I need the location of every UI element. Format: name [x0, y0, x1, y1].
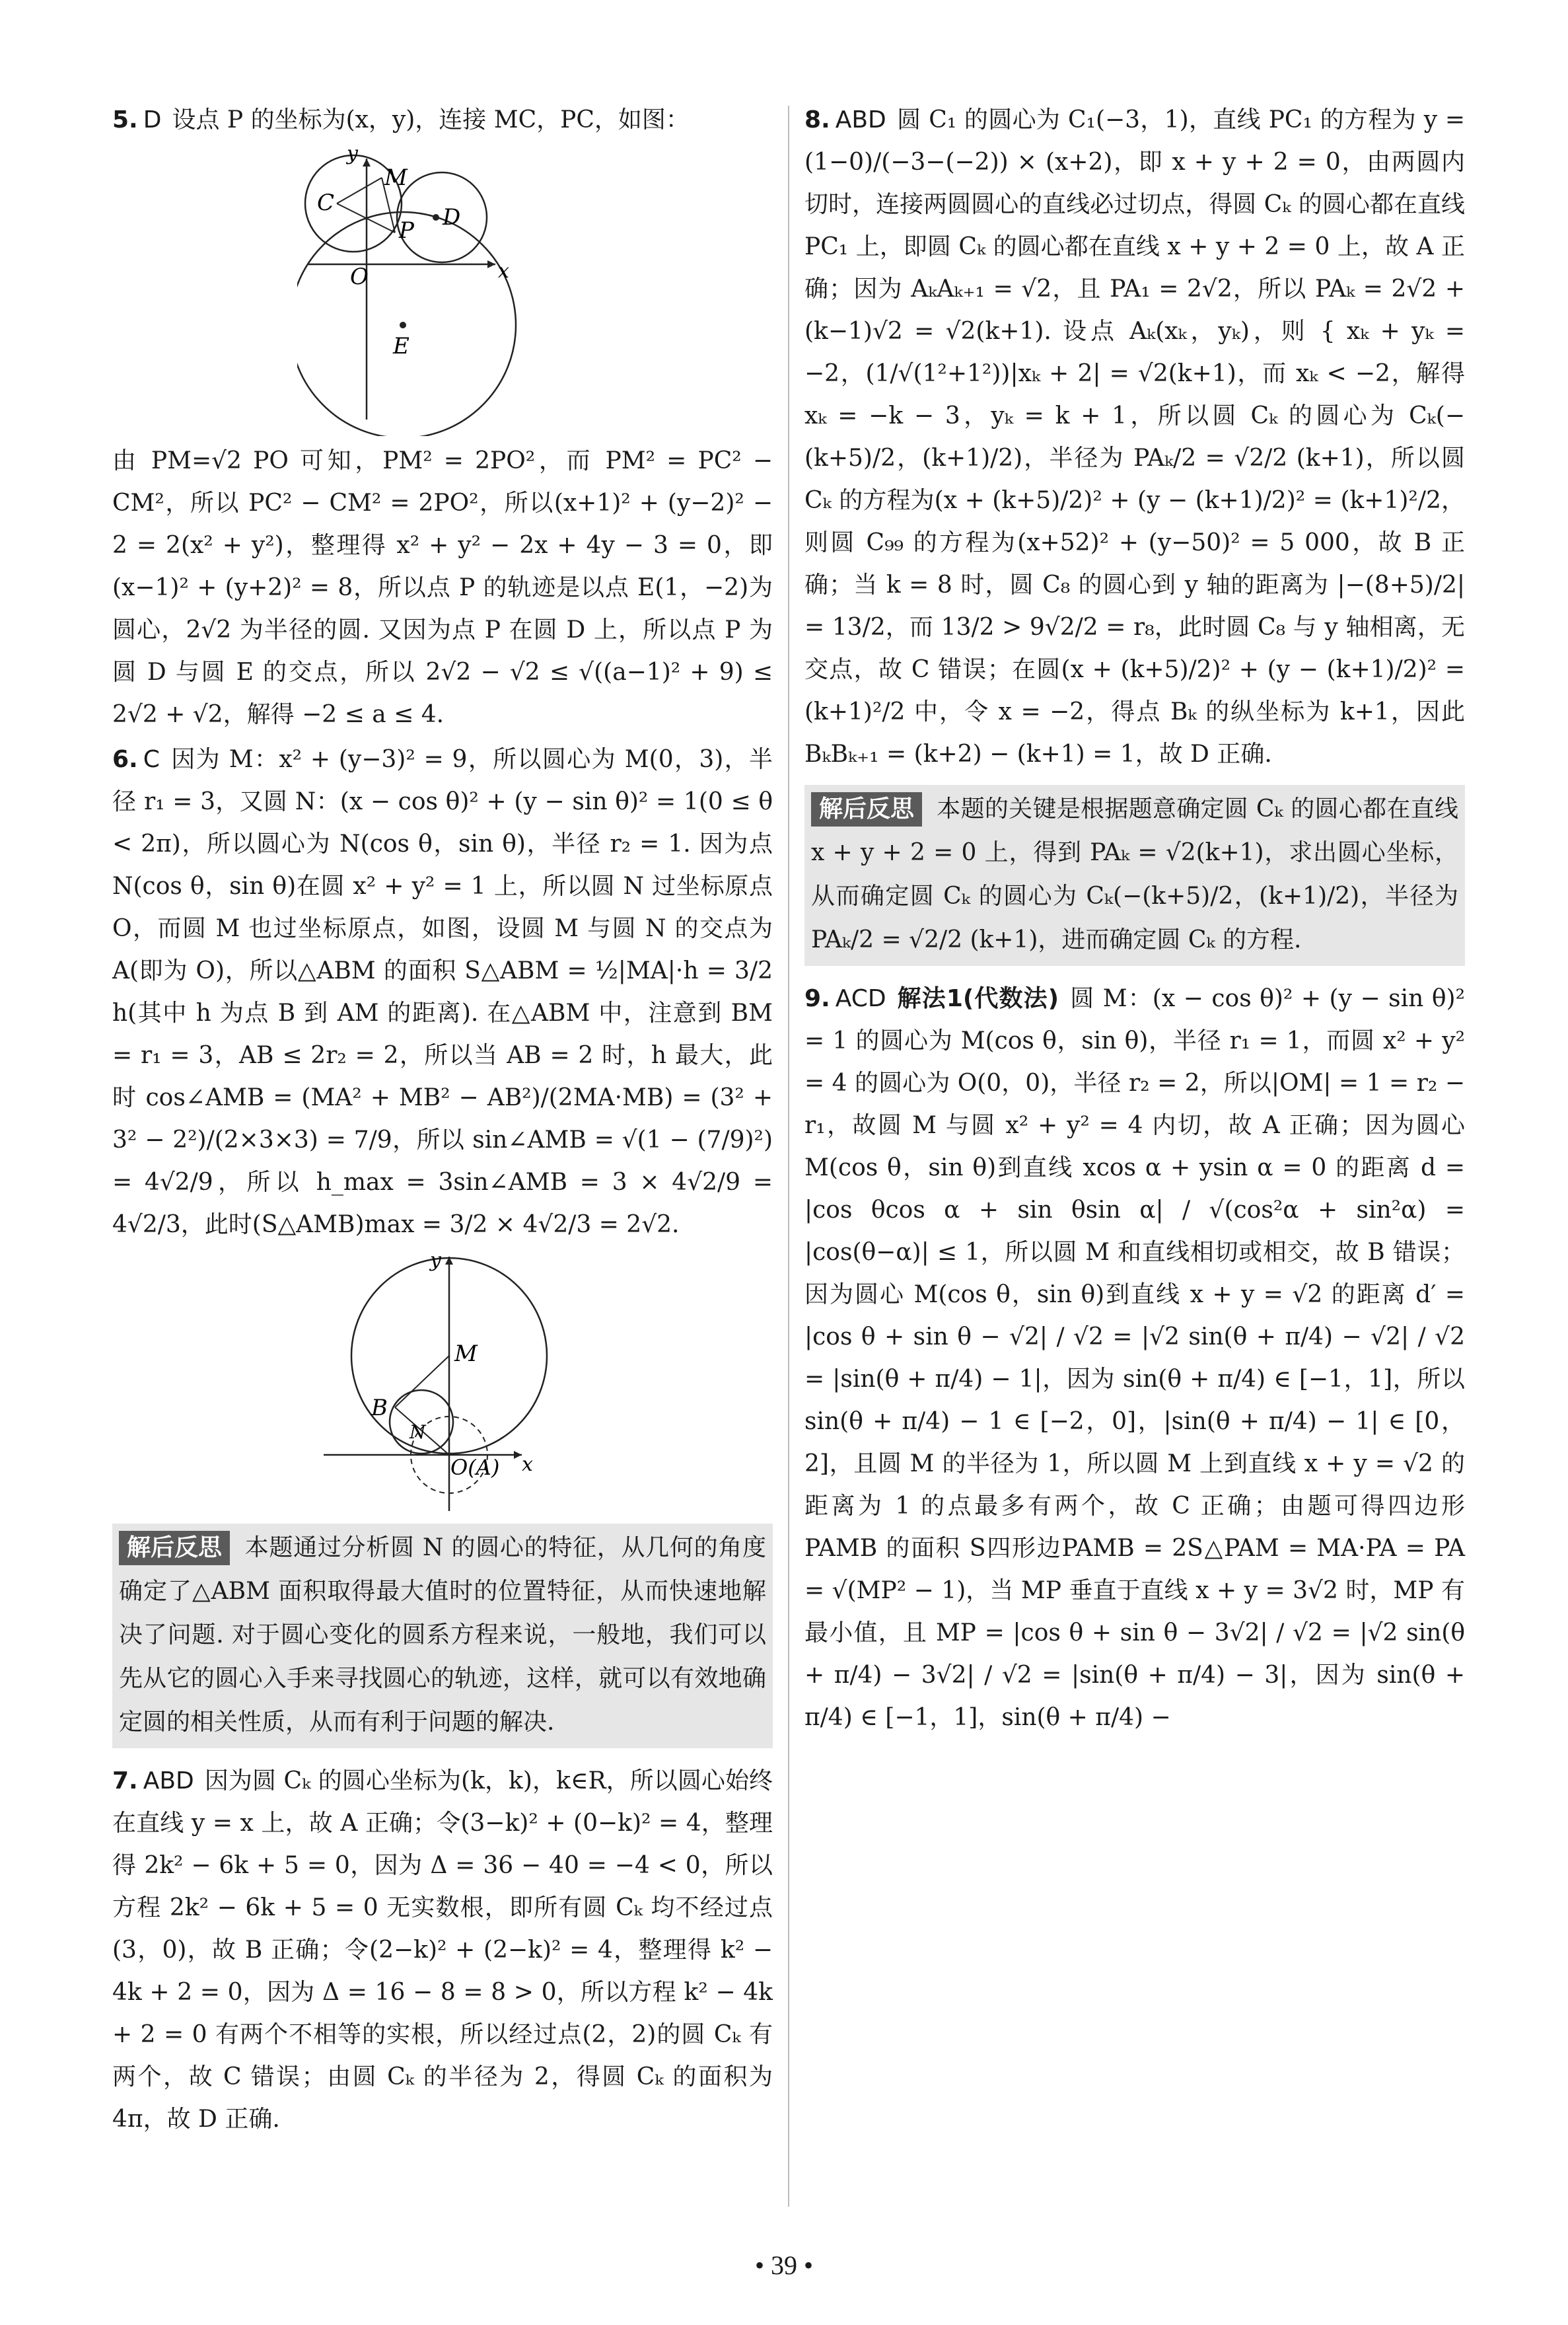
problem-number: 5. — [112, 106, 138, 133]
problem-5-body: 由 PM=√2 PO 可知，PM² = 2PO²，而 PM² = PC² − CM²，所以 PC² − CM² = 2PO²，所以(x+1)² + (y−2)² − 2 = 2(x² + y²)，整理得 x² + y² − 2x + 4y − 3 = 0，即(x−1)² + (y+2)² = 8，所以点 P 的轨迹是以点 E(1，−2)为圆心，2√2 为半径的圆. 又因为点 P 在圆 D 上，所以点 P 为圆 D 与圆 E 的交点，所以 2√2 − √2 ≤ √((a−1)² + 9) ≤ 2√2 + √2，解得 −2 ≤ a ≤ 4. — [112, 447, 773, 728]
reflection-box-p8 — [804, 785, 1465, 966]
problem-body: 因为 M：x² + (y−3)² = 9，所以圆心为 M(0，3)，半径 r₁ = 3，又圆 N：(x − cos θ)² + (y − sin θ)² = 1(0 ≤ θ < 2π)，所以圆心为 N(cos θ，sin θ)，半径 r₂ = 1. 因为点 N(cos θ，sin θ)在圆 x² + y² = 1 上，所以圆 N 过坐标原点 O，而圆 M 也过坐标原点，如图，设圆 M 与圆 N 的交点为 A(即为 O)，所以△ABM 的面积 S△ABM = ½|MA|·h = 3/2 h(其中 h 为点 B 到 AM 的距离). 在△ABM 中，注意到 BM = r₁ = 3，AB ≤ 2r₂ = 2，所以当 AB = 2 时，h 最大，此时 cos∠AMB = (MA² + MB² − AB²)/(2MA·MB) = (3² + 3² − 2²)/(2×3×3) = 7/9，所以 sin∠AMB = √(1 − (7/9)²) = 4√2/9，所以 h_max = 3sin∠AMB = 3 × 4√2/9 = 4√2/3，此时(S△AMB)max = 3/2 × 4√2/3 = 2√2. — [112, 746, 773, 1238]
label-m: M — [384, 165, 408, 191]
problem-answer: ABD — [143, 1767, 194, 1794]
label-y: y — [430, 1250, 441, 1272]
left-column — [112, 99, 773, 2143]
reflection-text: 本题的关键是根据题意确定圆 Cₖ 的圆心都在直线 x + y + 2 = 0 上，得到 PAₖ = √2(k+1)，求出圆心坐标，从而确定圆 Cₖ 的圆心为 Cₖ(−(k+5)/2，(k+1)/2)，半径为 PAₖ/2 = √2/2 (k+1)，进而确定圆 Cₖ 的方程. — [811, 795, 1458, 953]
segment-mc — [337, 178, 382, 203]
problem-answer: ACD — [835, 985, 886, 1012]
y-axis-arrow — [363, 159, 371, 166]
reflection-box-p6 — [112, 1524, 773, 1748]
label-x: x — [522, 1453, 533, 1476]
point-d — [433, 214, 439, 221]
problem-body: 圆 C₁ 的圆心为 C₁(−3，1)，直线 PC₁ 的方程为 y = (1−0)/(−3−(−2)) × (x+2)，即 x + y + 2 = 0，由两圆内切时，连接两圆圆心的直线必过切点，得圆 Cₖ 的圆心都在直线 PC₁ 上，即圆 Cₖ 的圆心都在直线 x + y + 2 = 0 上，故 A 正确；因为 AₖAₖ₊₁ = √2，且 PA₁ = 2√2，所以 PAₖ = 2√2 + (k−1)√2 = √2(k+1). 设点 Aₖ(xₖ，yₖ)，则 { xₖ + yₖ = −2，(1/√(1²+1²))|xₖ + 2| = √2(k+1)，而 xₖ < −2，解得 xₖ = −k − 3，yₖ = k + 1，所以圆 Cₖ 的圆心为 Cₖ(−(k+5)/2，(k+1)/2)，半径为 PAₖ/2 = √2/2 (k+1)，所以圆 Cₖ 的方程为(x + (k+5)/2)² + (y − (k+1)/2)² = (k+1)²/2，则圆 C₉₉ 的方程为(x+52)² + (y−50)² = 5 000，故 B 正确；当 k = 8 时，圆 C₈ 的圆心到 y 轴的距离为 |−(8+5)/2| = 13/2，而 13/2 > 9√2/2 = r₈，此时圆 C₈ 与 y 轴相离，无交点，故 C 错误；在圆(x + (k+5)/2)² + (y − (k+1)/2)² = (k+1)²/2 中，令 x = −2，得点 Bₖ 的纵坐标为 k+1，因此 BₖBₖ₊₁ = (k+2) − (k+1) = 1，故 D 正确. — [804, 106, 1465, 768]
label-d: D — [443, 204, 461, 231]
problem-number: 8. — [804, 106, 830, 133]
segment-mb — [395, 1356, 449, 1407]
figure-circles-mn — [297, 1250, 588, 1514]
problem-7 — [112, 1760, 773, 2141]
x-axis-arrow — [487, 260, 495, 268]
reflection-tag: 解后反思 — [119, 1531, 230, 1565]
problem-answer: C — [143, 746, 160, 773]
label-x: x — [498, 260, 509, 283]
solution-method: 解法1(代数法) — [896, 985, 1059, 1012]
problem-answer: ABD — [835, 106, 886, 133]
reflection-tag: 解后反思 — [811, 792, 922, 827]
label-c: C — [317, 190, 335, 216]
figure-circles-cmpde — [297, 145, 588, 436]
page-number: • 39 • — [754, 2250, 813, 2280]
problem-number: 7. — [112, 1767, 138, 1794]
problem-body: 因为圆 Cₖ 的圆心坐标为(k，k)，k∈R，所以圆心始终在直线 y = x 上，故 A 正确；令(3−k)² + (0−k)² = 4，整理得 2k² − 6k + 5 = 0，因为 Δ = 36 − 40 = −4 < 0，所以方程 2k² − 6k + 5 = 0 无实数根，即所有圆 Cₖ 均不经过点(3，0)，故 B 正确；令(2−k)² + (2−k)² = 4，整理得 k² − 4k + 2 = 0，因为 Δ = 16 − 8 = 8 > 0，所以方程 k² − 4k + 2 = 0 有两个不相等的实根，所以经过点(2，2)的圆 Cₖ 有两个，故 C 错误；由圆 Cₖ 的半径为 2，得圆 Cₖ 的面积为 4π，故 D 正确. — [112, 1767, 773, 2133]
point-e — [400, 322, 406, 328]
column-divider — [788, 106, 789, 2207]
label-oa: O(A) — [450, 1455, 500, 1480]
problem-body: 圆 M：(x − cos θ)² + (y − sin θ)² = 1 的圆心为 M(cos θ，sin θ)，半径 r₁ = 1，而圆 x² + y² = 4 的圆心为 O(0，0)，半径 r₂ = 2，所以|OM| = 1 = r₂ − r₁，故圆 M 与圆 x² + y² = 4 内切，故 A 正确；因为圆心 M(cos θ，sin θ)到直线 xcos α + ysin α = 0 的距离 d = |cos θcos α + sin θsin α| / √(cos²α + sin²α) = |cos(θ−α)| ≤ 1，所以圆 M 和直线相切或相交，故 B 错误；因为圆心 M(cos θ，sin θ)到直线 x + y = √2 的距离 d′ = |cos θ + sin θ − √2| / √2 = |√2 sin(θ + π/4) − √2| / √2 = |sin(θ + π/4) − 1|，因为 sin(θ + π/4) ∈ [−1，1]，所以 sin(θ + π/4) − 1 ∈ [−2，0]，|sin(θ + π/4) − 1| ∈ [0，2]，且圆 M 的半径为 1，所以圆 M 上到直线 x + y = √2 的距离为 1 的点最多有两个，故 C 正确；由题可得四边形 PAMB 的面积 S四形边PAMB = 2S△PAM = MA·PA = PA = √(MP² − 1)，当 MP 垂直于直线 x + y = 3√2 时，MP 有最小值，且 MP = |cos θ + sin θ − 3√2| / √2 = |√2 sin(θ + π/4) − 3√2| / √2 = |sin(θ + π/4) − 3|，因为 sin(θ + π/4) ∈ [−1，1]，sin(θ + π/4) − — [804, 985, 1465, 1731]
label-m: M — [454, 1341, 478, 1367]
label-o: O — [350, 264, 369, 290]
problem-6 — [112, 739, 773, 1246]
problem-9 — [804, 978, 1465, 1739]
right-column — [804, 99, 1465, 1742]
reflection-text: 本题通过分析圆 N 的圆心的特征，从几何的角度确定了△ABM 面积取得最大值时的位置特征，从而快速地解决了问题. 对于圆心变化的圆系方程来说，一般地，我们可以先从它的圆心入手来寻找圆心的轨迹，这样，就可以有效地确定圆的相关性质，从而有利于问题的解决. — [119, 1534, 766, 1736]
problem-number: 9. — [804, 985, 830, 1012]
label-p: P — [399, 217, 414, 244]
label-b: B — [371, 1395, 388, 1421]
problem-intro: 设点 P 的坐标为(x，y)，连接 MC，PC，如图： — [172, 106, 690, 133]
label-y: y — [347, 145, 358, 165]
problem-8 — [804, 99, 1465, 776]
label-n: N — [410, 1421, 426, 1443]
problem-5 — [112, 99, 773, 141]
label-e: E — [393, 333, 410, 359]
x-axis-arrow — [514, 1451, 522, 1459]
problem-number: 6. — [112, 746, 138, 773]
problem-answer: D — [143, 106, 162, 133]
